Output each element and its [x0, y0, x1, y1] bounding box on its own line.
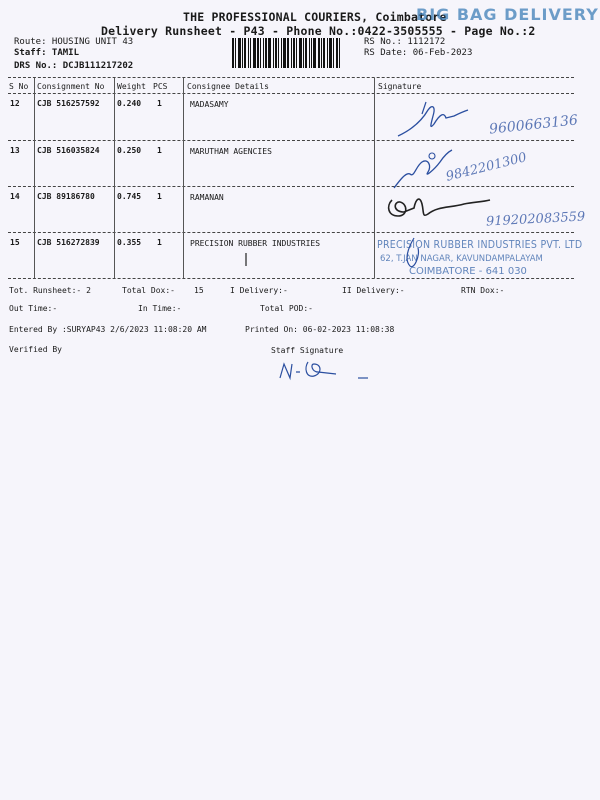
- staff-signature: [278, 358, 373, 386]
- row-pcs: 1: [157, 192, 162, 201]
- handwritten-phone-row-12: 9600663136: [488, 112, 579, 138]
- ii-delivery: II Delivery:-: [342, 286, 405, 295]
- col-header-consignee: Consignee Details: [187, 82, 269, 91]
- rs-date: RS Date: 06-Feb-2023: [364, 48, 473, 58]
- row-divider: [8, 140, 574, 141]
- in-time: In Time:-: [138, 304, 182, 313]
- row-sno: 13: [10, 146, 20, 155]
- out-time: Out Time:-: [9, 304, 58, 313]
- staff-signature-label: Staff Signature: [271, 346, 344, 355]
- row-sno: 15: [10, 238, 20, 247]
- row-weight: 0.250: [117, 146, 142, 155]
- col-header-signature: Signature: [378, 82, 422, 91]
- row-consignment: CJB 89186780: [37, 192, 95, 201]
- row-sno: 12: [10, 99, 20, 108]
- i-delivery: I Delivery:-: [230, 286, 288, 295]
- company-stamp-line2: 62, T.JAN NAGAR, KAVUNDAMPALAYAM: [380, 254, 543, 264]
- verified-by: Verified By: [9, 345, 62, 354]
- company-stamp-line3: COIMBATORE - 641 030: [409, 266, 527, 277]
- staff-label: Staff: TAMIL: [14, 48, 80, 58]
- company-name: THE PROFESSIONAL COURIERS, Coimbatore: [183, 10, 447, 24]
- row-pcs: 1: [157, 238, 162, 247]
- pen-mark: [243, 252, 249, 268]
- row-consignee: MARUTHAM AGENCIES: [190, 147, 272, 156]
- row-weight: 0.745: [117, 192, 142, 201]
- col-header-consignment: Consignment No: [37, 82, 105, 91]
- row-weight: 0.355: [117, 238, 142, 247]
- barcode: [232, 38, 354, 68]
- column-divider: [374, 78, 375, 278]
- total-pod: Total POD:-: [260, 304, 313, 313]
- column-divider: [183, 78, 184, 278]
- row-consignment: CJB 516257592: [37, 99, 100, 108]
- row-sno: 14: [10, 192, 20, 201]
- row-consignee: RAMANAN: [190, 193, 224, 202]
- row-consignment: CJB 516035824: [37, 146, 100, 155]
- row-consignee: PRECISION RUBBER INDUSTRIES: [190, 239, 321, 248]
- route-label: Route: HOUSING UNIT 43: [14, 37, 134, 47]
- rtn-dox: RTN Dox:-: [461, 286, 505, 295]
- total-dox-value: 15: [194, 286, 204, 295]
- row-divider: [8, 186, 574, 187]
- printed-on: Printed On: 06-02-2023 11:08:38: [245, 325, 395, 334]
- row-divider: [8, 232, 574, 233]
- column-divider: [114, 78, 115, 278]
- drs-number: DRS No.: DCJB111217202: [14, 61, 134, 71]
- runsheet-title: Delivery Runsheet - P43 - Phone No.:0422-3505555 - Page No.:2: [101, 24, 536, 38]
- stamp-signature: [384, 236, 444, 276]
- handwritten-phone-row-14: 919202083559: [485, 209, 586, 230]
- row-consignee: MADASAMY: [190, 100, 229, 109]
- total-dox-label: Total Dox:-: [122, 286, 175, 295]
- column-divider: [34, 78, 35, 278]
- company-stamp-line1: PRECISION RUBBER INDUSTRIES PVT. LTD: [377, 238, 583, 251]
- signature-row-12: [396, 100, 476, 142]
- row-consignment: CJB 516272839: [37, 238, 100, 247]
- col-header-pcs: PCS: [153, 82, 168, 91]
- col-header-sno: S No: [9, 82, 29, 91]
- big-bag-delivery-stamp: BIG BAG DELIVERY: [416, 5, 599, 24]
- signature-row-14: [384, 190, 494, 232]
- row-weight: 0.240: [117, 99, 142, 108]
- table-top-rule: [8, 77, 574, 78]
- total-runsheet: Tot. Runsheet:- 2: [9, 286, 91, 295]
- table-header-rule: [8, 93, 574, 94]
- entered-by: Entered By :SURYAP43 2/6/2023 11:08:20 AM: [9, 325, 207, 334]
- handwritten-phone-row-13: 9842201300: [444, 150, 529, 185]
- col-header-weight: Weight: [117, 82, 146, 91]
- row-pcs: 1: [157, 99, 162, 108]
- row-pcs: 1: [157, 146, 162, 155]
- rs-number: RS No.: 1112172: [364, 37, 446, 47]
- table-bottom-rule: [8, 278, 574, 279]
